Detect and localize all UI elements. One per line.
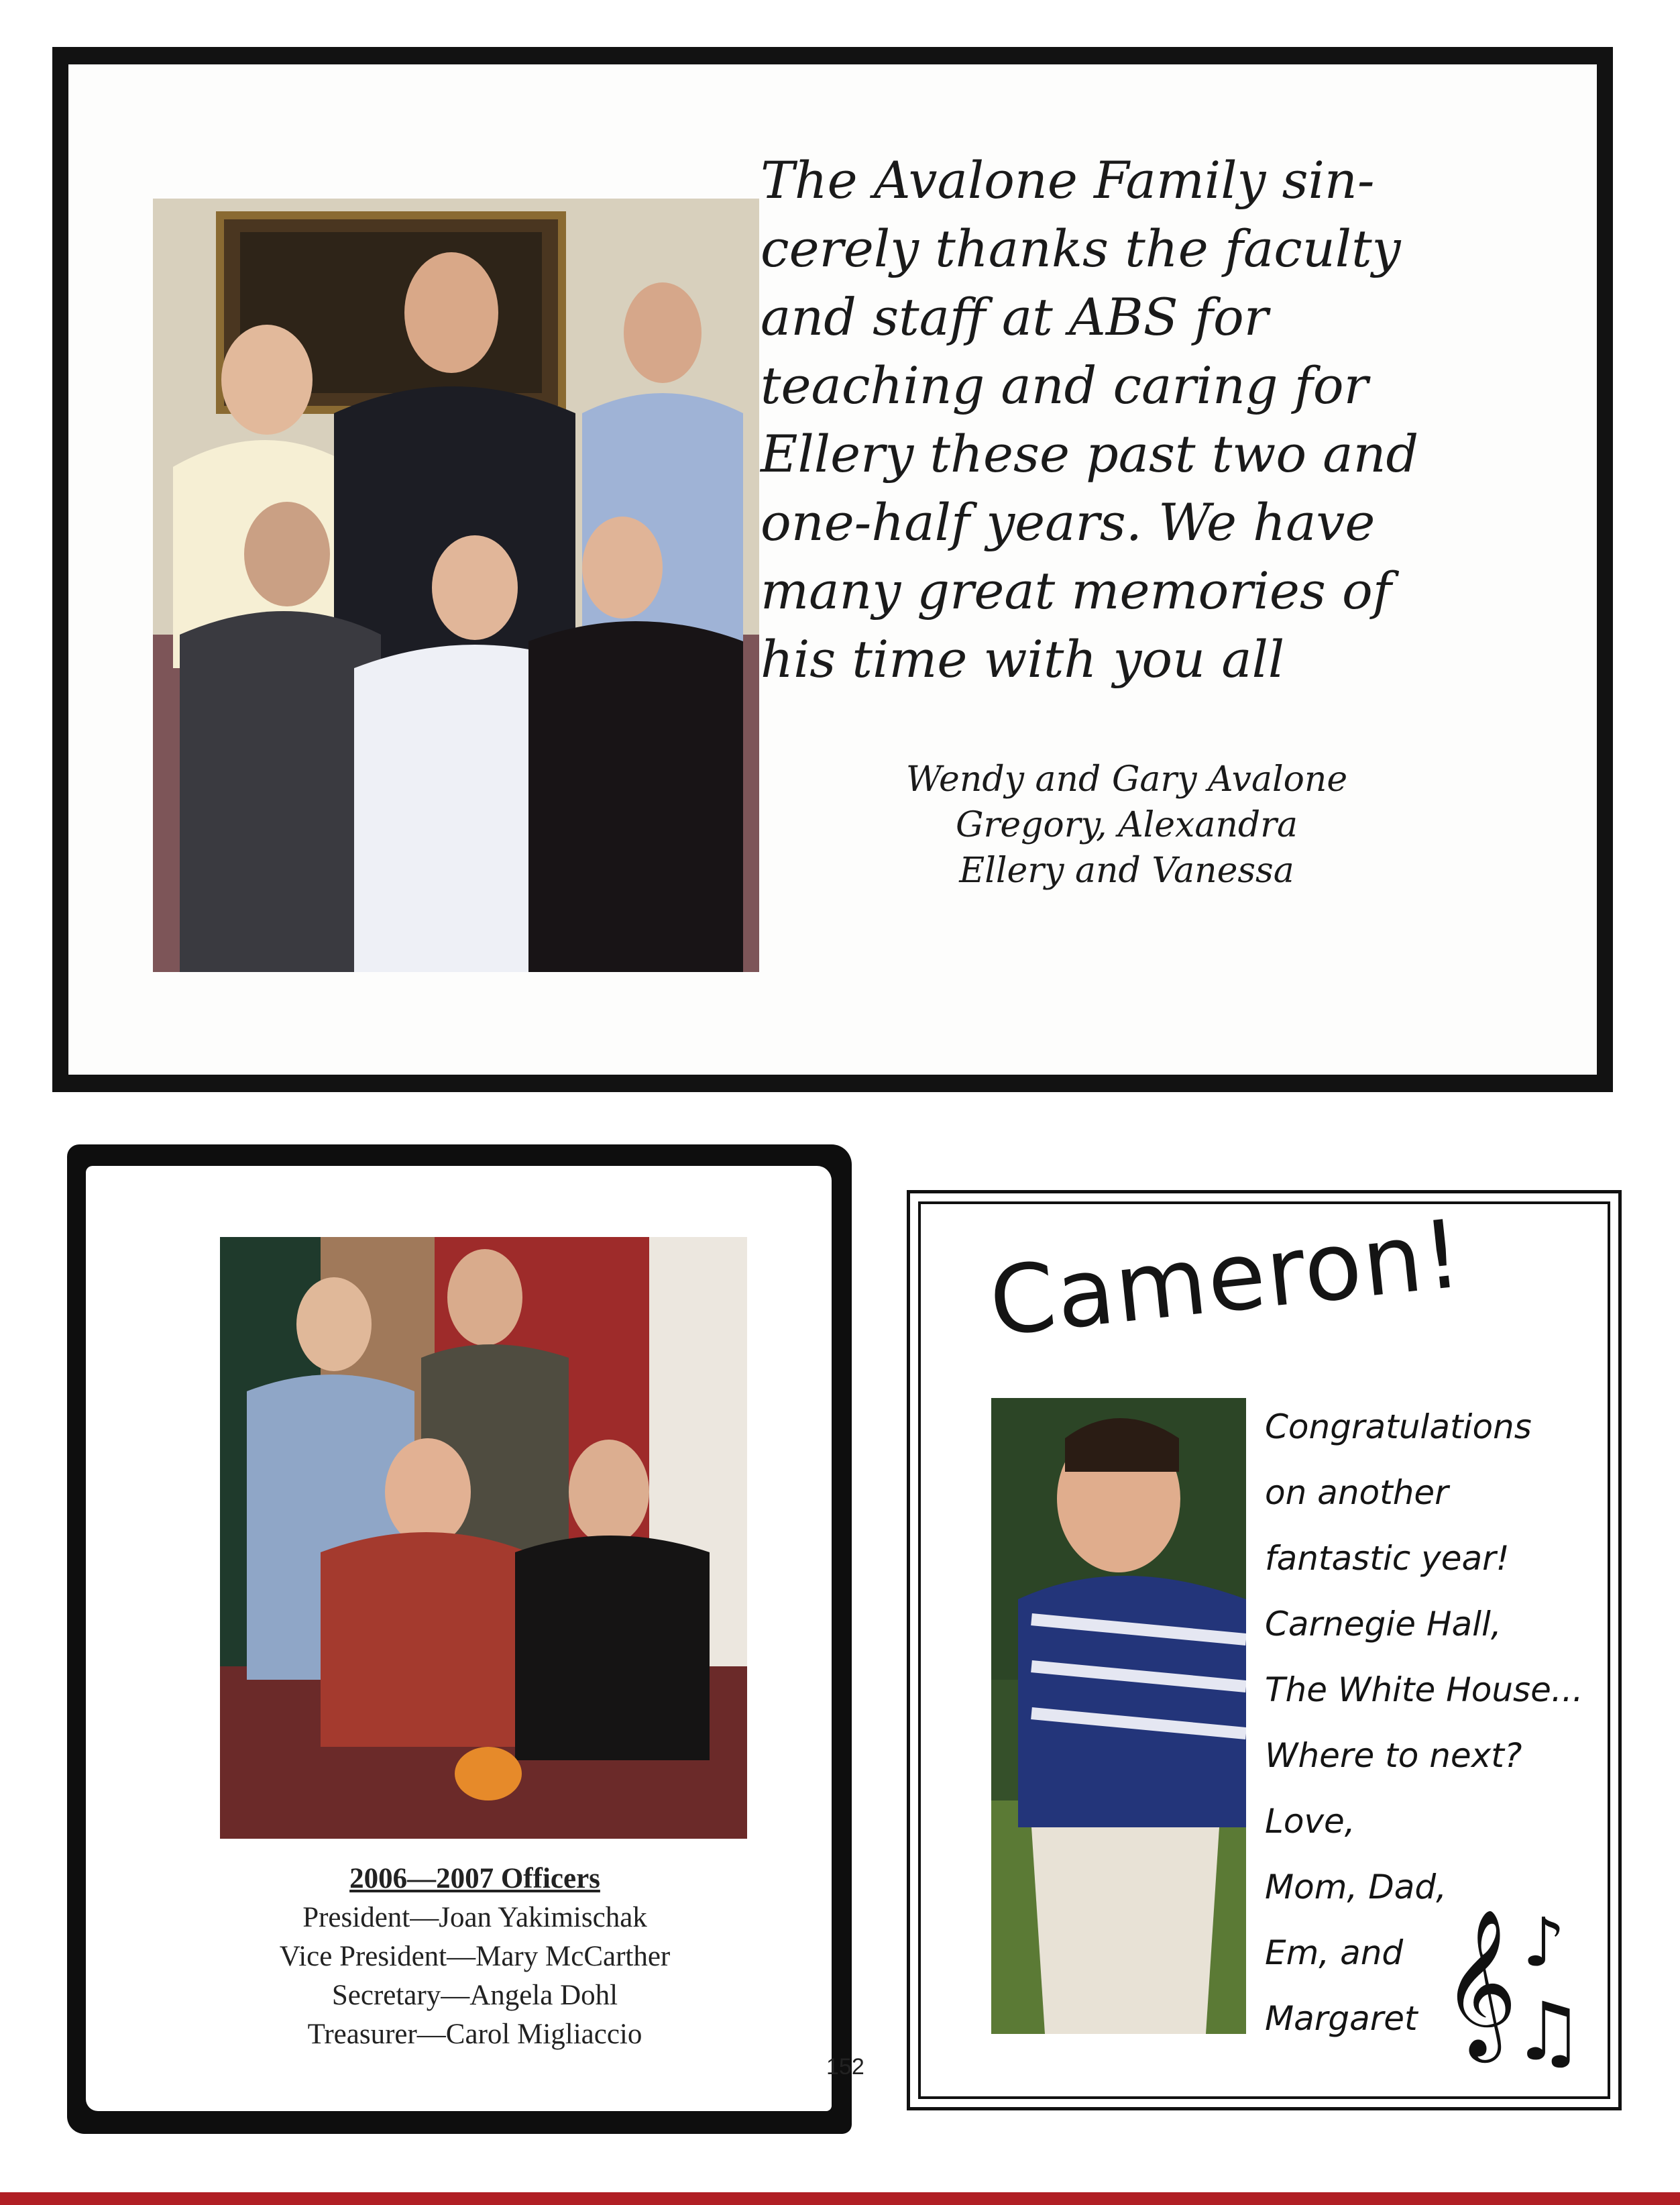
message-line: Ellery these past two and: [761, 424, 1419, 484]
message-line: many great memories of: [761, 561, 1392, 621]
cameron-message-line: The White House...: [1265, 1670, 1583, 1709]
avalone-message: [761, 146, 1512, 694]
avalone-signatures: [791, 757, 1462, 894]
signature-line: Gregory, Alexandra: [955, 805, 1298, 845]
officer-row: Vice President—Mary McCarther: [279, 1941, 671, 1972]
cameron-message-line: on another: [1265, 1473, 1449, 1512]
cameron-message-line: Mom, Dad,: [1265, 1868, 1447, 1906]
officers-title: 2006—2007 Officers: [349, 1863, 600, 1894]
page-bottom-edge: [0, 2192, 1680, 2205]
message-line: his time with you all: [761, 629, 1285, 689]
officers-photo: [220, 1237, 747, 1839]
cameron-message-line: Love,: [1265, 1802, 1355, 1841]
music-notes-icon: [1442, 1892, 1603, 2073]
cameron-title: Cameron!: [985, 1199, 1468, 1358]
officer-row: Secretary—Angela Dohl: [331, 1980, 618, 2011]
cameron-photo: [991, 1398, 1246, 2034]
message-line: and staff at ABS for: [761, 287, 1269, 347]
cameron-message-line: Em, and: [1265, 1933, 1404, 1972]
signature-line: Ellery and Vanessa: [959, 851, 1294, 891]
message-line: cerely thanks the faculty: [761, 219, 1401, 278]
message-line: teaching and caring for: [761, 356, 1368, 415]
page-number: 152: [826, 2054, 864, 2080]
message-line: The Avalone Family sin-: [761, 150, 1375, 210]
officer-row: President—Joan Yakimischak: [302, 1902, 647, 1933]
cameron-message-line: Congratulations: [1265, 1407, 1532, 1446]
signature-line: Wendy and Gary Avalone: [905, 759, 1348, 800]
cameron-message-line: fantastic year!: [1265, 1539, 1510, 1578]
officers-caption: [220, 1860, 730, 2054]
cameron-message-line: Where to next?: [1265, 1736, 1522, 1775]
svg-text:♪: ♪: [1522, 1903, 1565, 1982]
cameron-message-line: Carnegie Hall,: [1265, 1605, 1502, 1644]
cameron-message-line: Margaret: [1265, 1999, 1418, 2038]
avalone-family-photo: [153, 199, 759, 972]
svg-text:𝄞: 𝄞: [1442, 1908, 1518, 2056]
svg-text:♫: ♫: [1512, 1986, 1585, 2073]
officer-row: Treasurer—Carol Migliaccio: [307, 2019, 642, 2050]
message-line: one-half years. We have: [761, 492, 1376, 552]
